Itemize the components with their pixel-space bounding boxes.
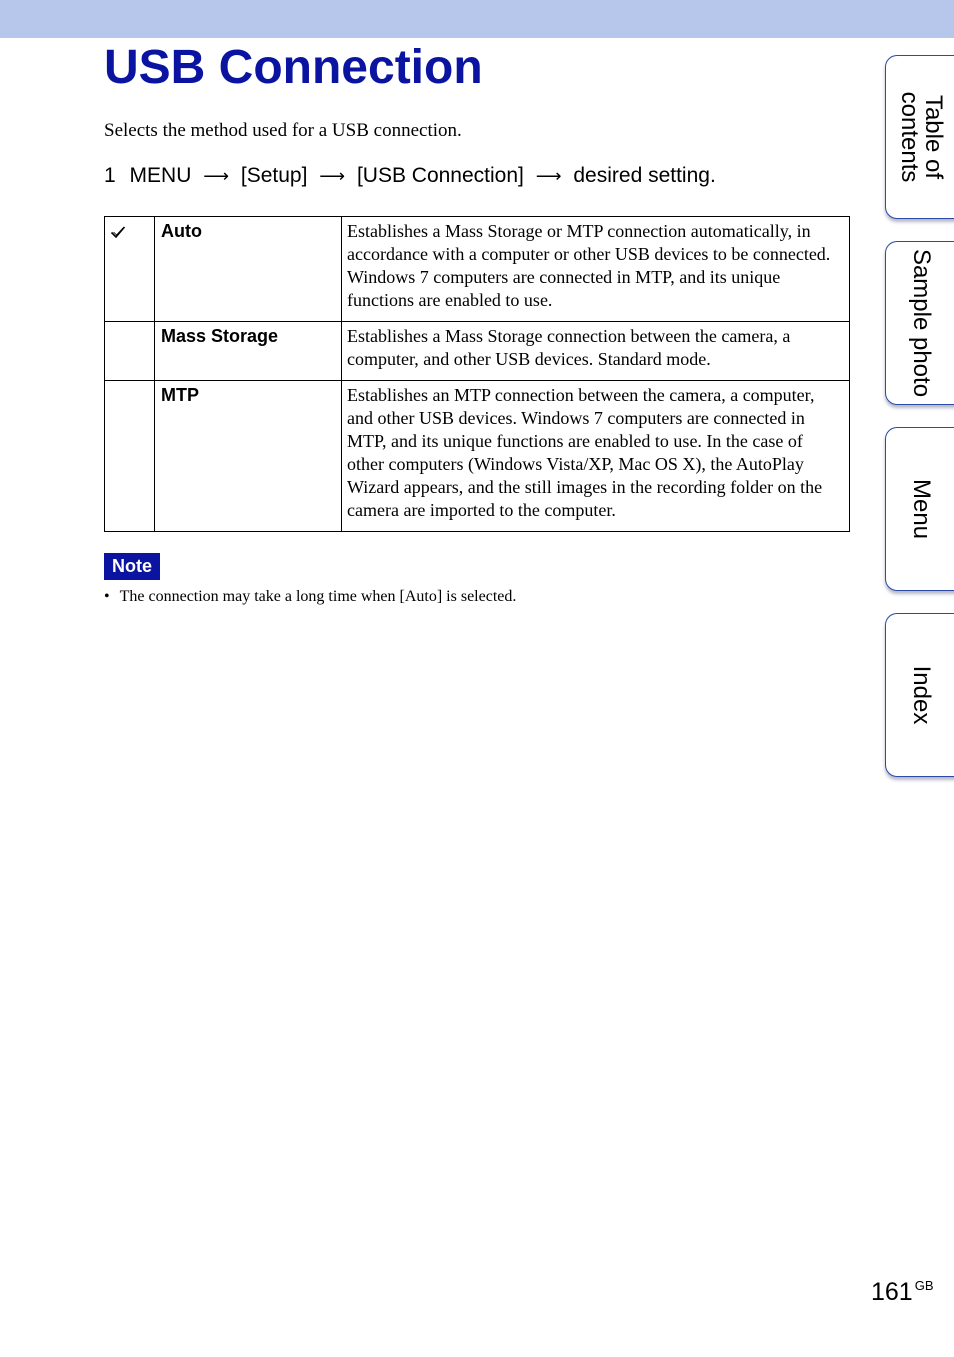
option-desc-auto: Establishes a Mass Storage or MTP connection automatically, in accordance with a computer or other USB devices to be connected. Windows 7 computers are connected in MTP, and its unique functions are enabled to use. — [342, 217, 850, 322]
arrow-right-icon: ⟶ — [203, 166, 230, 186]
default-mark-cell — [105, 381, 155, 532]
options-table — [104, 216, 850, 532]
default-mark-cell — [105, 217, 155, 322]
step-part-menu: MENU — [129, 164, 192, 187]
table-row — [105, 381, 850, 532]
table-row — [105, 217, 850, 322]
step-part-usb-connection: [USB Connection] — [356, 164, 524, 187]
default-mark-cell — [105, 322, 155, 381]
option-name-mtp: MTP — [155, 381, 342, 532]
intro-text: Selects the method used for a USB connection. — [104, 120, 462, 141]
checkmark-icon — [110, 225, 126, 239]
tab-index[interactable] — [885, 613, 954, 777]
arrow-right-icon: ⟶ — [319, 166, 346, 186]
page-suffix: GB — [914, 1278, 934, 1293]
note-label: Note — [104, 553, 160, 580]
option-desc-mtp: Establishes an MTP connection between the camera, a computer, and other USB devices. Windows 7 computers are connected in MTP, and its unique functions are enabled to use. In the case of other computers (Windows Vista/XP, Mac OS X), the AutoPlay Wizard appears, and the still images in the recording folder on the camera are imported to the computer. — [342, 381, 850, 532]
step-instruction — [104, 164, 716, 188]
top-band — [0, 0, 954, 38]
step-number: 1 — [104, 164, 116, 187]
option-name-mass-storage: Mass Storage — [155, 322, 342, 381]
page-title: USB Connection — [104, 41, 483, 94]
page-number: 161 $^{GB}$ — [871, 1278, 934, 1306]
tab-table-of-contents[interactable] — [885, 55, 954, 219]
tab-menu[interactable] — [885, 427, 954, 591]
step-part-setup: [Setup] — [240, 164, 308, 187]
tab-label-menu: Menu — [908, 478, 935, 540]
note-item-text: The connection may take a long time when [Auto] is selected. — [119, 588, 517, 605]
step-part-desired: desired setting. — [573, 164, 716, 187]
option-desc-mass-storage: Establishes a Mass Storage connection between the camera, a computer, and other USB devices. Standard mode. — [342, 322, 850, 381]
tab-label-index: Index — [908, 665, 935, 725]
option-name-auto: Auto — [155, 217, 342, 322]
tab-label-toc: Table of contents — [896, 91, 947, 183]
arrow-right-icon: ⟶ — [535, 166, 562, 186]
table-row — [105, 322, 850, 381]
note-item — [104, 588, 516, 606]
bullet: • — [104, 588, 110, 605]
tab-sample-photo[interactable] — [885, 241, 954, 405]
tab-label-sample-photo: Sample photo — [908, 248, 935, 398]
